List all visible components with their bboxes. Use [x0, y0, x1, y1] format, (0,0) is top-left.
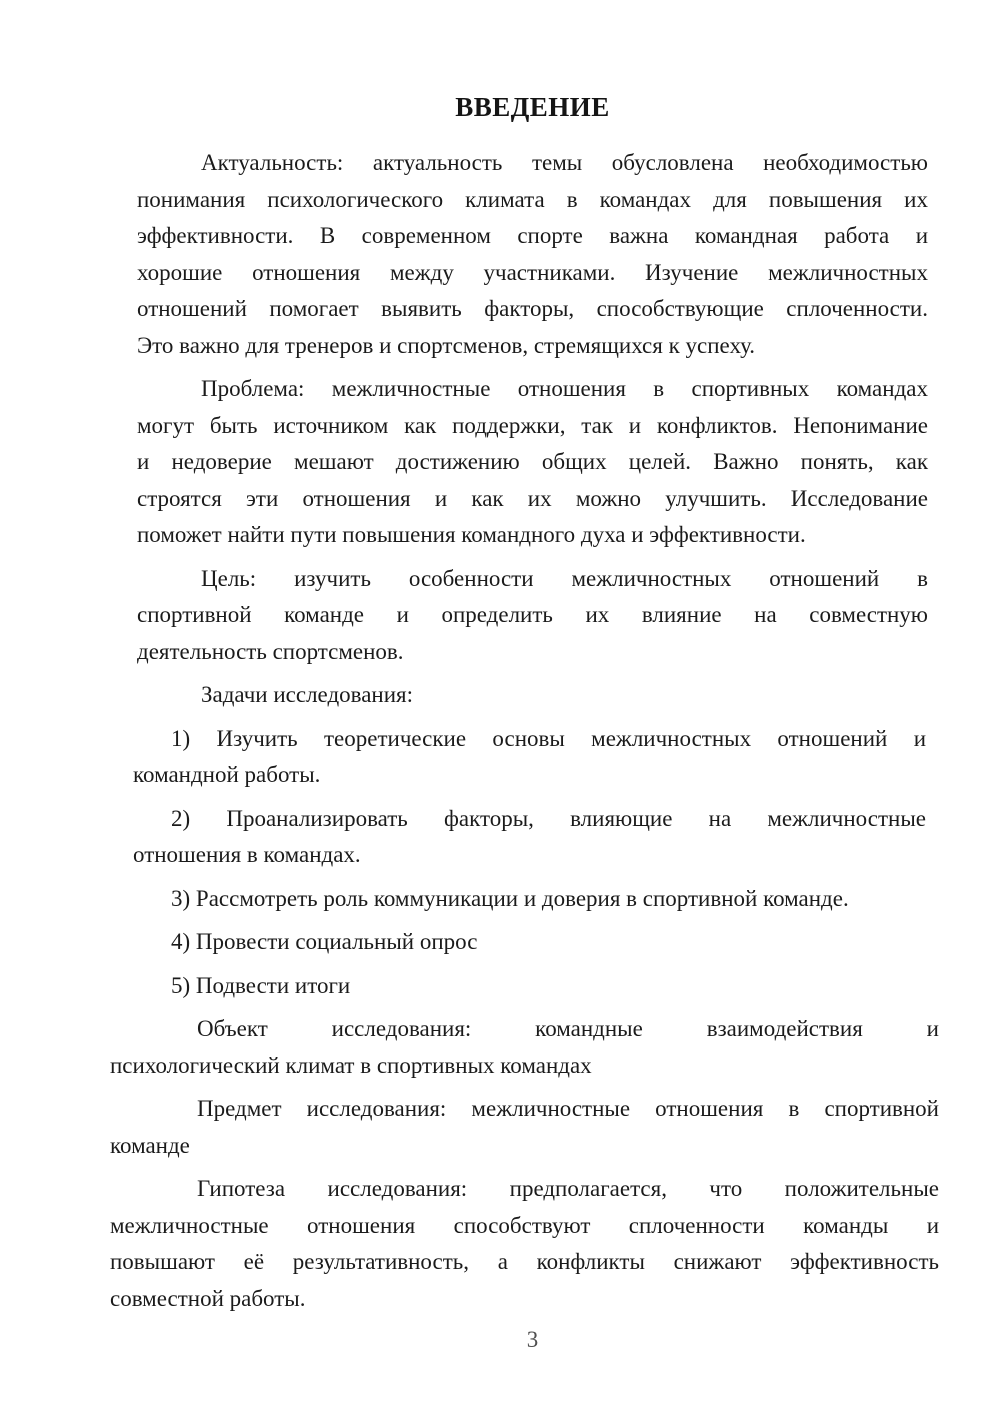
paragraph-obekt [110, 1011, 939, 1084]
text-line: и недоверие мешают достижению общих целей. Важно понять, как [137, 449, 928, 474]
text-line: 2) Проанализировать факторы, влияющие на межличностные [171, 805, 926, 831]
section-title: ВВЕДЕНИЕ [455, 92, 610, 122]
text-line: Объект исследования: командные взаимодействия и [197, 1016, 939, 1041]
text-line: Гипотеза исследования: предполагается, что положительные [197, 1176, 939, 1201]
text-line: строятся эти отношения и как их можно улучшить. Исследование [137, 485, 928, 511]
text-line: 5) Подвести итоги [171, 972, 351, 998]
text-line: Актуальность: актуальность темы обусловлена необходимостью [201, 150, 928, 175]
text-line: эффективности. В современном спорте важна командная работа и [137, 223, 928, 248]
paragraph-problema [137, 371, 928, 554]
text-line: спортивной команде и определить их влияние на совместную [137, 602, 928, 627]
paragraph-task-3 [133, 881, 926, 918]
text-line: отношения в командах. [133, 842, 361, 867]
text-line: 3) Рассмотреть роль коммуникации и доверия в спортивной команде. [171, 885, 849, 911]
text-line: Предмет исследования: межличностные отношения в спортивной [197, 1096, 939, 1121]
text-line: хорошие отношения между участниками. Изучение межличностных [137, 259, 928, 285]
paragraph-task-4 [133, 924, 926, 961]
text-line: психологический климат в спортивных командах [110, 1052, 592, 1078]
text-line: межличностные отношения способствуют сплоченности команды и [110, 1212, 939, 1238]
text-line: 4) Провести социальный опрос [171, 929, 478, 954]
paragraph-aktualnost [137, 145, 928, 364]
paragraph-zadachi [137, 677, 928, 714]
text-line: поможет найти пути повышения командного духа и эффективности. [137, 522, 806, 547]
text-line: повышают её результативность, а конфликты снижают эффективность [110, 1249, 939, 1274]
text-line: Это важно для тренеров и спортсменов, стремящихся к успеху. [137, 332, 756, 358]
text-line: деятельность спортсменов. [137, 638, 404, 664]
document-content [110, 87, 939, 1317]
page-number: 3 [526, 1327, 539, 1352]
text-line: Проблема: межличностные отношения в спортивных командах [201, 376, 928, 401]
paragraph-tsel [137, 561, 928, 671]
paragraph-task-1 [133, 721, 926, 794]
paragraph-gipoteza [110, 1171, 939, 1317]
text-line: Цель: изучить особенности межличностных отношений в [201, 565, 928, 591]
paragraph-predmet [110, 1091, 939, 1164]
document-body [110, 145, 939, 1317]
paragraph-task-2 [133, 801, 926, 874]
paragraph-task-5 [133, 968, 926, 1005]
text-line: 1) Изучить теоретические основы межличностных отношений и [171, 725, 926, 751]
text-line: Задачи исследования: [201, 682, 414, 707]
text-line: могут быть источником как поддержки, так и конфликтов. Непонимание [137, 412, 928, 438]
text-line: понимания психологического климата в командах для повышения их [137, 186, 928, 212]
text-line: команде [110, 1132, 190, 1158]
text-line: совместной работы. [110, 1285, 306, 1311]
text-line: отношений помогает выявить факторы, способствующие сплоченности. [137, 296, 928, 321]
text-line: командной работы. [133, 762, 321, 787]
